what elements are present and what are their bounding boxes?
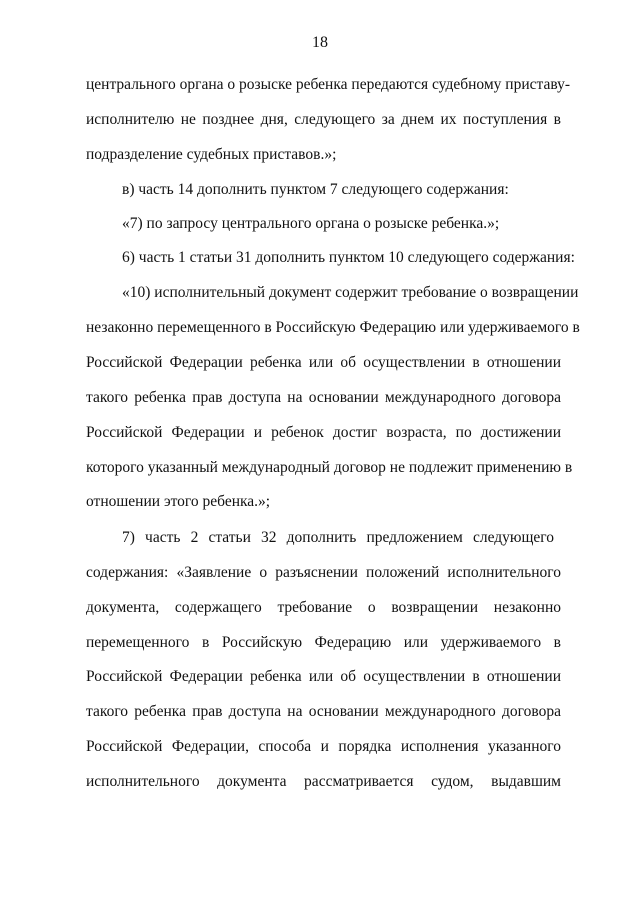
line-text: исполнителю не позднее дня, следующего за днем их поступления в	[86, 111, 561, 128]
text-line	[0, 735, 640, 759]
text-line	[0, 631, 640, 655]
line-text: содержания: «Заявление о разъяснении положений исполнительного	[86, 564, 561, 581]
line-text: 6) часть 1 статьи 31 дополнить пунктом 10 следующего содержания:	[122, 249, 575, 266]
line-text: такого ребенка прав доступа на основании международного договора	[86, 389, 561, 406]
text-line	[0, 561, 640, 585]
text-line	[0, 665, 640, 689]
line-text: «7) по запросу центрального органа о розыске ребенка.»;	[122, 215, 500, 232]
text-line	[0, 108, 640, 132]
line-text: незаконно перемещенного в Российскую Федерацию или удерживаемого в	[86, 319, 580, 336]
text-line	[0, 456, 640, 480]
line-text: исполнительного документа рассматривается судом, выдавшим	[86, 773, 561, 790]
line-text: Российской Федерации ребенка или об осуществлении в отношении	[86, 354, 561, 371]
text-line	[0, 421, 640, 445]
line-text: в) часть 14 дополнить пунктом 7 следующего содержания:	[122, 181, 509, 198]
line-text: такого ребенка прав доступа на основании международного договора	[86, 703, 561, 720]
line-text: центрального органа о розыске ребенка передаются судебному приставу-	[86, 76, 571, 93]
text-line	[0, 526, 640, 550]
text-line	[0, 178, 640, 202]
text-line	[0, 770, 640, 794]
line-text: которого указанный международный договор не подлежит применению в	[86, 459, 573, 476]
page-number: 18	[312, 34, 328, 51]
text-line	[0, 281, 640, 305]
line-text: 7) часть 2 статьи 32 дополнить предложением следующего	[122, 529, 554, 546]
line-text: Российской Федерации ребенка или об осуществлении в отношении	[86, 668, 561, 685]
line-text: «10) исполнительный документ содержит требование о возвращении	[122, 284, 579, 301]
text-line	[0, 143, 640, 167]
line-text: документа, содержащего требование о возвращении незаконно	[86, 599, 561, 616]
text-line	[0, 386, 640, 410]
text-line	[0, 700, 640, 724]
text-line	[0, 246, 640, 270]
line-text: Российской Федерации, способа и порядка исполнения указанного	[86, 738, 561, 755]
line-text: подразделение судебных приставов.»;	[86, 146, 337, 163]
text-line	[0, 596, 640, 620]
line-text: перемещенного в Российскую Федерацию или удерживаемого в	[86, 634, 561, 651]
text-line	[0, 490, 640, 514]
text-line	[0, 316, 640, 340]
text-line	[0, 73, 640, 97]
line-text: Российской Федерации и ребенок достиг возраста, по достижении	[86, 424, 561, 441]
line-text: отношении этого ребенка.»;	[86, 493, 271, 510]
text-line	[0, 212, 640, 236]
text-line	[0, 351, 640, 375]
